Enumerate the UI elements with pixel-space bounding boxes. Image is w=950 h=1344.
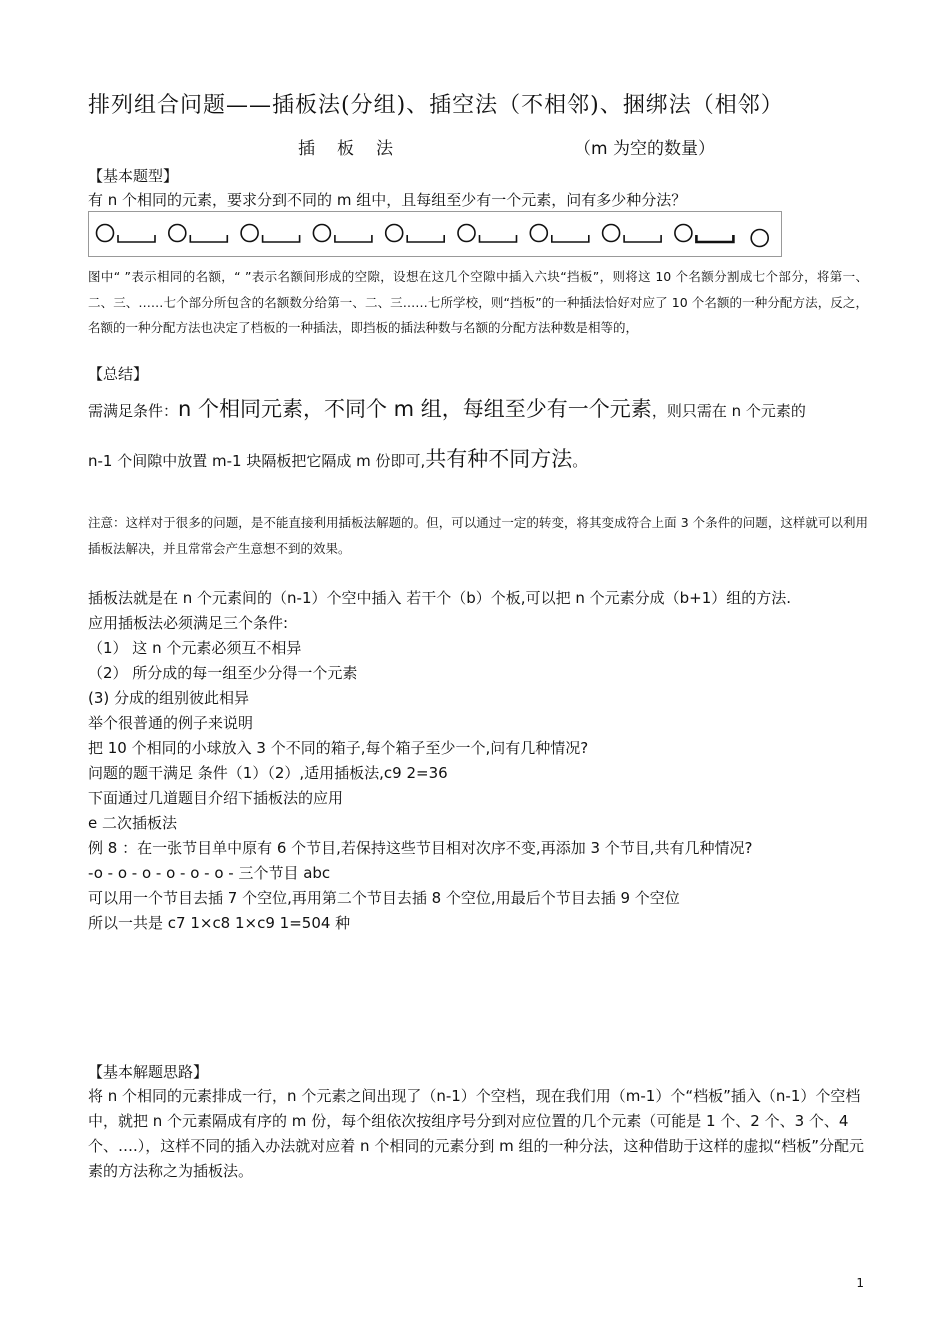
element-circle — [97, 225, 114, 242]
element-circle — [675, 225, 692, 242]
gap-bracket — [696, 235, 733, 242]
element-circle — [313, 225, 330, 242]
line-example-answer: 问题的题干满足 条件（1）（2）,适用插板法,c9 2=36 — [88, 764, 448, 782]
page-number: 1 — [856, 1276, 864, 1290]
explanation-paragraph: 图中“ ”表示相同的名额，“ ”表示名额间形成的空隙，设想在这几个空隙中插入六块“挡板”，则将这 10 个名额分割成七个部分，将第一、二、三、……七个部分所包含的名额数分给第一、二、三……七所学校，则“挡板”的一种插法恰好对应了 10 个名额的一种分配方法，反之，名额的一种分配方法也决定了档板的一种插法，即挡板的插法种数与名额的分配方法种数是相等的， — [88, 269, 868, 335]
line-example-intro: 举个很普通的例子来说明 — [88, 714, 254, 732]
element-circle — [169, 225, 186, 242]
element-circle — [241, 225, 258, 242]
gap-bracket — [335, 235, 372, 242]
line-applications: 下面通过几道题目介绍下插板法的应用 — [88, 789, 344, 807]
heading-basic-type: 【基本题型】 — [88, 167, 179, 185]
line-conditions-intro: 应用插板法必须满足三个条件: — [88, 614, 289, 632]
line-condition-1: （1） 这 n 个元素必须互不相异 — [88, 639, 302, 657]
element-circle — [751, 230, 768, 247]
condition-emphasis-2: 共有种不同方法 — [425, 447, 573, 471]
gap-bracket — [624, 235, 661, 242]
heading-summary: 【总结】 — [88, 365, 149, 383]
condition-emphasis: n 个相同元素，不同个 m 组，每组至少有一个元素 — [178, 397, 652, 421]
board-diagram — [88, 211, 782, 257]
section-title: 插板法 — [298, 139, 415, 159]
element-circle — [603, 225, 620, 242]
line-condition-2: （2） 所分成的每一组至少分得一个元素 — [88, 664, 358, 682]
condition-line-1 — [88, 393, 806, 423]
line-slots: -o - o - o - o - o - o - 三个节目 abc — [88, 864, 331, 882]
page-title: 排列组合问题——插板法(分组)、插空法（不相邻)、捆绑法（相邻） — [88, 93, 784, 118]
approach-paragraph: 将 n 个相同的元素排成一行，n 个元素之间出现了（n-1）个空档，现在我们用（m-1）个“档板”插入（n-1）个空档中，就把 n 个元素隔成有序的 m 份，每个组依次按组序号分到对应位置的几个元素（可能是 1 个、2 个、3 个、4 个、….），这样不同的插入办法就对应着 n 个相同的元素分到 m 组的一种分法，这种借助于这样的虚拟“档板”分配元素的方法称之为插板法。 — [88, 1087, 865, 1180]
element-circle — [458, 225, 475, 242]
element-circle — [530, 225, 547, 242]
condition-prefix-2: n-1 个间隙中放置 m-1 块隔板把它隔成 m 份即可, — [88, 452, 426, 470]
condition-suffix: ，则只需在 n 个元素的 — [651, 402, 806, 420]
gap-bracket — [118, 235, 155, 242]
section-note: （m 为空的数量） — [574, 139, 715, 159]
condition-suffix-2: 。 — [572, 452, 588, 470]
question-text: 有 n 个相同的元素，要求分到不同的 m 组中，且每组至少有一个元素，问有多少种分法？ — [88, 191, 687, 209]
note-paragraph: 注意：这样对于很多的问题，是不能直接利用插板法解题的。但，可以通过一定的转变，将其变成符合上面 3 个条件的问题，这样就可以利用插板法解决，并且常常会产生意想不到的效果。 — [88, 515, 868, 556]
condition-prefix: 需满足条件： — [88, 402, 179, 420]
line-total: 所以一共是 c7 1×c8 1×c9 1=504 种 — [88, 914, 351, 932]
gap-bracket — [480, 235, 517, 242]
gap-bracket — [190, 235, 227, 242]
line-definition: 插板法就是在 n 个元素间的（n-1）个空中插入 若干个（b）个板,可以把 n 个元素分成（b+1）组的方法. — [88, 589, 792, 607]
gap-bracket — [552, 235, 589, 242]
circles-and-gaps-figure — [89, 212, 783, 258]
line-example-8: 例 8 ：在一张节目单中原有 6 个节目,若保持这些节目相对次序不变,再添加 3 个节目,共有几种情况? — [88, 839, 753, 857]
element-circle — [386, 225, 403, 242]
line-insertion-steps: 可以用一个节目去插 7 个空位,再用第二个节目去插 8 个空位,用最后个节目去插 9 个空位 — [88, 889, 680, 907]
condition-line-2 — [88, 443, 587, 473]
gap-bracket — [263, 235, 300, 242]
line-double-insertion: e 二次插板法 — [88, 814, 177, 832]
heading-approach: 【基本解题思路】 — [88, 1063, 209, 1081]
line-condition-3: (3) 分成的组别彼此相异 — [88, 689, 250, 707]
gap-bracket — [407, 235, 444, 242]
line-example-question: 把 10 个相同的小球放入 3 个不同的箱子,每个箱子至少一个,问有几种情况? — [88, 739, 589, 757]
